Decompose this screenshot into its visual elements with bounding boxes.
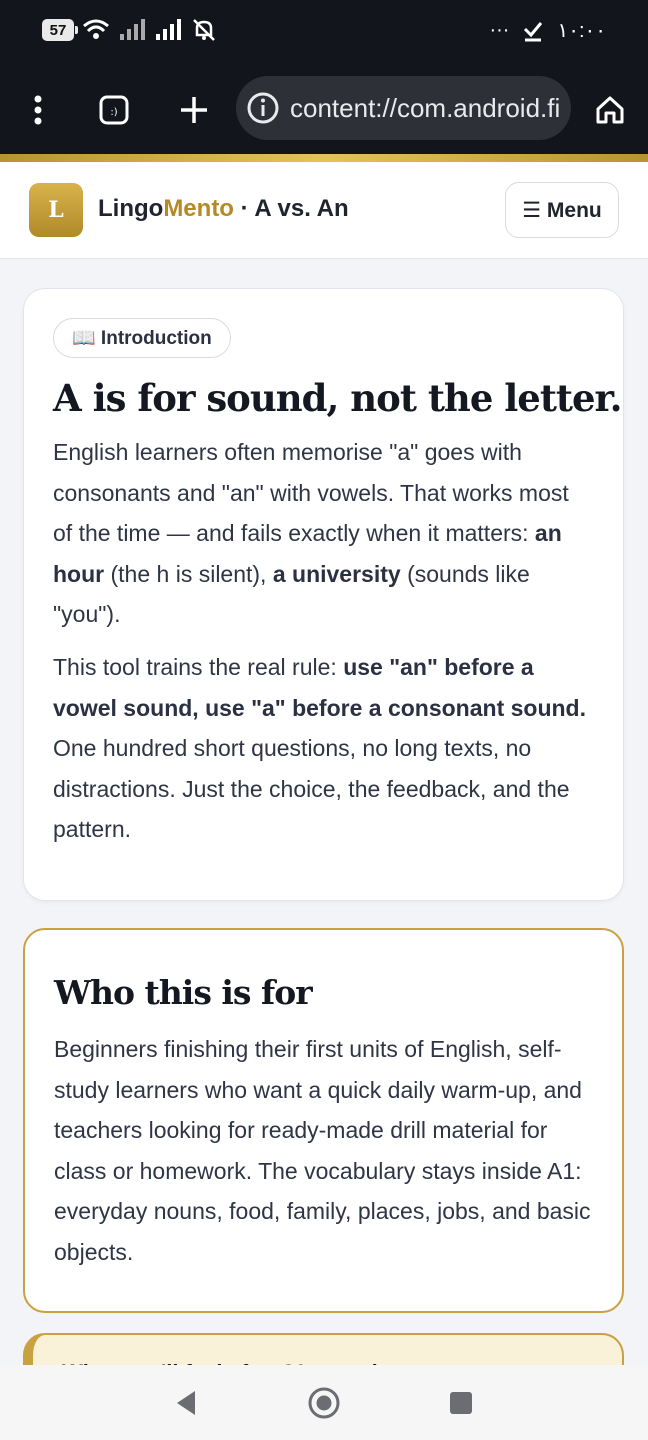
system-nav-bar — [0, 1365, 648, 1440]
logo-letter: L — [48, 197, 64, 223]
back-triangle-icon — [173, 1389, 199, 1417]
accent-divider — [0, 154, 648, 162]
recents-button[interactable] — [443, 1385, 479, 1421]
intro-paragraph-1 — [53, 432, 594, 635]
audience-card — [23, 928, 624, 1313]
recents-square-icon — [448, 1390, 474, 1416]
address-bar[interactable] — [236, 76, 571, 140]
new-tab-button[interactable] — [170, 86, 218, 134]
p2-text-c: One hundred short questions, no long texts, no distractions. Just the choice, the feedback, and the pattern. — [53, 735, 570, 843]
browser-toolbar — [0, 64, 648, 154]
p1-text-d: (sounds like "you"). — [53, 560, 530, 628]
tab-switcher-button[interactable] — [90, 86, 138, 134]
section-pill — [53, 318, 231, 358]
svg-text::): :) — [110, 107, 118, 118]
status-bar — [0, 0, 648, 64]
kebab-menu-icon — [33, 95, 43, 125]
plus-icon — [179, 95, 209, 125]
audience-paragraph: Beginners finishing their first units of English, self-study learners who want a quick daily warm-up, and teachers looking for ready-made drill material for class or homework. The vocabulary stays inside A1: everyday nouns, food, family, places, jobs, and basic objects. — [54, 1036, 591, 1265]
intro-paragraph-2 — [53, 647, 594, 850]
battery-icon — [42, 19, 74, 41]
home-nav-button[interactable] — [306, 1385, 342, 1421]
menu-button-label: ☰ Menu — [522, 198, 602, 222]
site-header — [0, 162, 648, 259]
p1-bold-2: a university — [272, 560, 401, 587]
section-pill-label: 📖 Introduction — [72, 328, 212, 349]
page-title: A vs. An — [254, 195, 349, 222]
title-separator: · — [233, 195, 255, 222]
brand-part2: Mento — [163, 195, 234, 222]
info-icon[interactable] — [246, 91, 280, 125]
logo[interactable] — [29, 183, 83, 237]
clock: ١٠:٠٠ — [557, 20, 606, 42]
wifi-icon — [82, 18, 110, 42]
signal-icon-1 — [118, 18, 146, 42]
p2-bold: use "an" before a vowel sound, use "a" before a consonant sound. — [53, 653, 586, 721]
status-right — [489, 18, 606, 43]
intro-card — [23, 288, 624, 901]
download-done-icon — [523, 20, 543, 42]
audience-heading: Who this is for — [54, 973, 312, 1012]
home-button[interactable] — [586, 86, 634, 134]
p1-text-c: (the h is silent), — [104, 560, 273, 587]
signal-icon-2 — [154, 18, 182, 42]
home-icon — [595, 95, 625, 125]
status-left — [42, 18, 218, 42]
p1-bold-1: an hour — [53, 520, 562, 587]
menu-button[interactable] — [505, 182, 619, 238]
mute-bell-icon — [190, 18, 218, 42]
battery-level: 57 — [49, 21, 67, 39]
brand-part1: Lingo — [98, 195, 164, 222]
back-button[interactable] — [168, 1385, 204, 1421]
more-dots: ··· — [489, 19, 510, 41]
tab-switcher-icon — [99, 95, 129, 125]
browser-menu-button[interactable] — [14, 86, 62, 134]
home-circle-icon — [307, 1386, 341, 1420]
brand-title — [98, 195, 349, 223]
intro-heading: A is for sound, not the letter. — [53, 376, 622, 420]
p2-text-a: This tool trains the real rule: — [53, 653, 344, 680]
p1-text-a: English learners often memorise "a" goes with consonants and "an" with vowels. That works most of the time — and fails exactly when it matters: — [53, 439, 569, 547]
url-text: content://com.android.fi — [290, 92, 561, 123]
